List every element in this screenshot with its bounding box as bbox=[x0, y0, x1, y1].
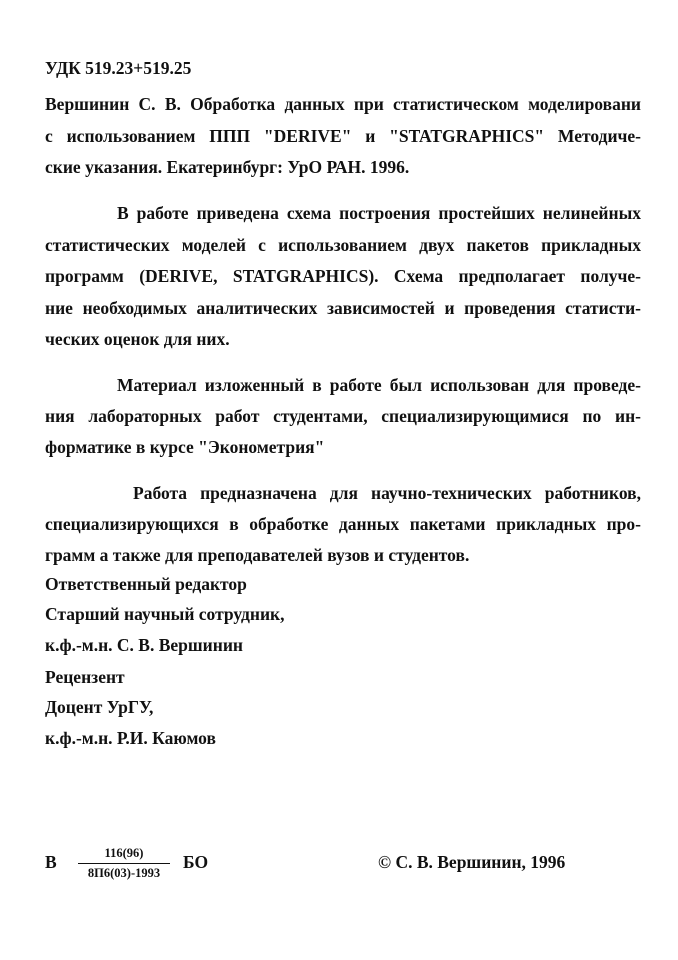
text-line: программ (DERIVE, STATGRAPHICS). Схема предполагает получе- bbox=[45, 266, 641, 286]
citation-line: Вершинин С. В. Обработка данных при статистическом моделировани bbox=[45, 94, 641, 114]
text-line: статистических моделей с использованием двух пакетов прикладных bbox=[45, 235, 641, 255]
imprint-numerator: 116(96) bbox=[78, 846, 170, 864]
text-line: грамм а также для преподавателей вузов и студентов. bbox=[45, 545, 470, 565]
citation-line: с использованием ППП "DERIVE" и "STATGRAPHICS" Методиче- bbox=[45, 126, 641, 146]
text-line: специализирующихся в обработке данных пакетами прикладных про- bbox=[45, 514, 641, 534]
text-line: Работа предназначена для научно-технических работников, bbox=[133, 483, 641, 503]
imprint-fraction bbox=[78, 846, 170, 881]
text-line: В работе приведена схема построения простейших нелинейных bbox=[117, 203, 641, 223]
credit-line: к.ф.-м.н. С. В. Вершинин bbox=[45, 635, 243, 655]
credit-line: Ответственный редактор bbox=[45, 574, 247, 594]
text-line: ние необходимых аналитических зависимостей и проведения статисти- bbox=[45, 298, 641, 318]
credit-line: к.ф.-м.н. Р.И. Каюмов bbox=[45, 728, 216, 748]
copyright: © С. В. Вершинин, 1996 bbox=[378, 852, 566, 872]
imprint-suffix: БО bbox=[183, 852, 209, 872]
imprint-prefix: В bbox=[45, 852, 57, 872]
credit-line: Доцент УрГУ, bbox=[45, 697, 154, 717]
imprint-denominator: 8П6(03)-1993 bbox=[87, 866, 161, 880]
udk-code: УДК 519.23+519.25 bbox=[45, 58, 192, 78]
text-line: ния лабораторных работ студентами, специализирующимися по ин- bbox=[45, 406, 641, 426]
text-line: Материал изложенный в работе был использован для проведе- bbox=[117, 375, 641, 395]
citation-line: ские указания. Екатеринбург: УрО РАН. 1996. bbox=[45, 157, 410, 177]
text-line: форматике в курсе "Эконометрия" bbox=[45, 437, 325, 457]
text-line: ческих оценок для них. bbox=[45, 329, 230, 349]
credit-line: Рецензент bbox=[45, 667, 125, 687]
credit-line: Старший научный сотрудник, bbox=[45, 604, 285, 624]
